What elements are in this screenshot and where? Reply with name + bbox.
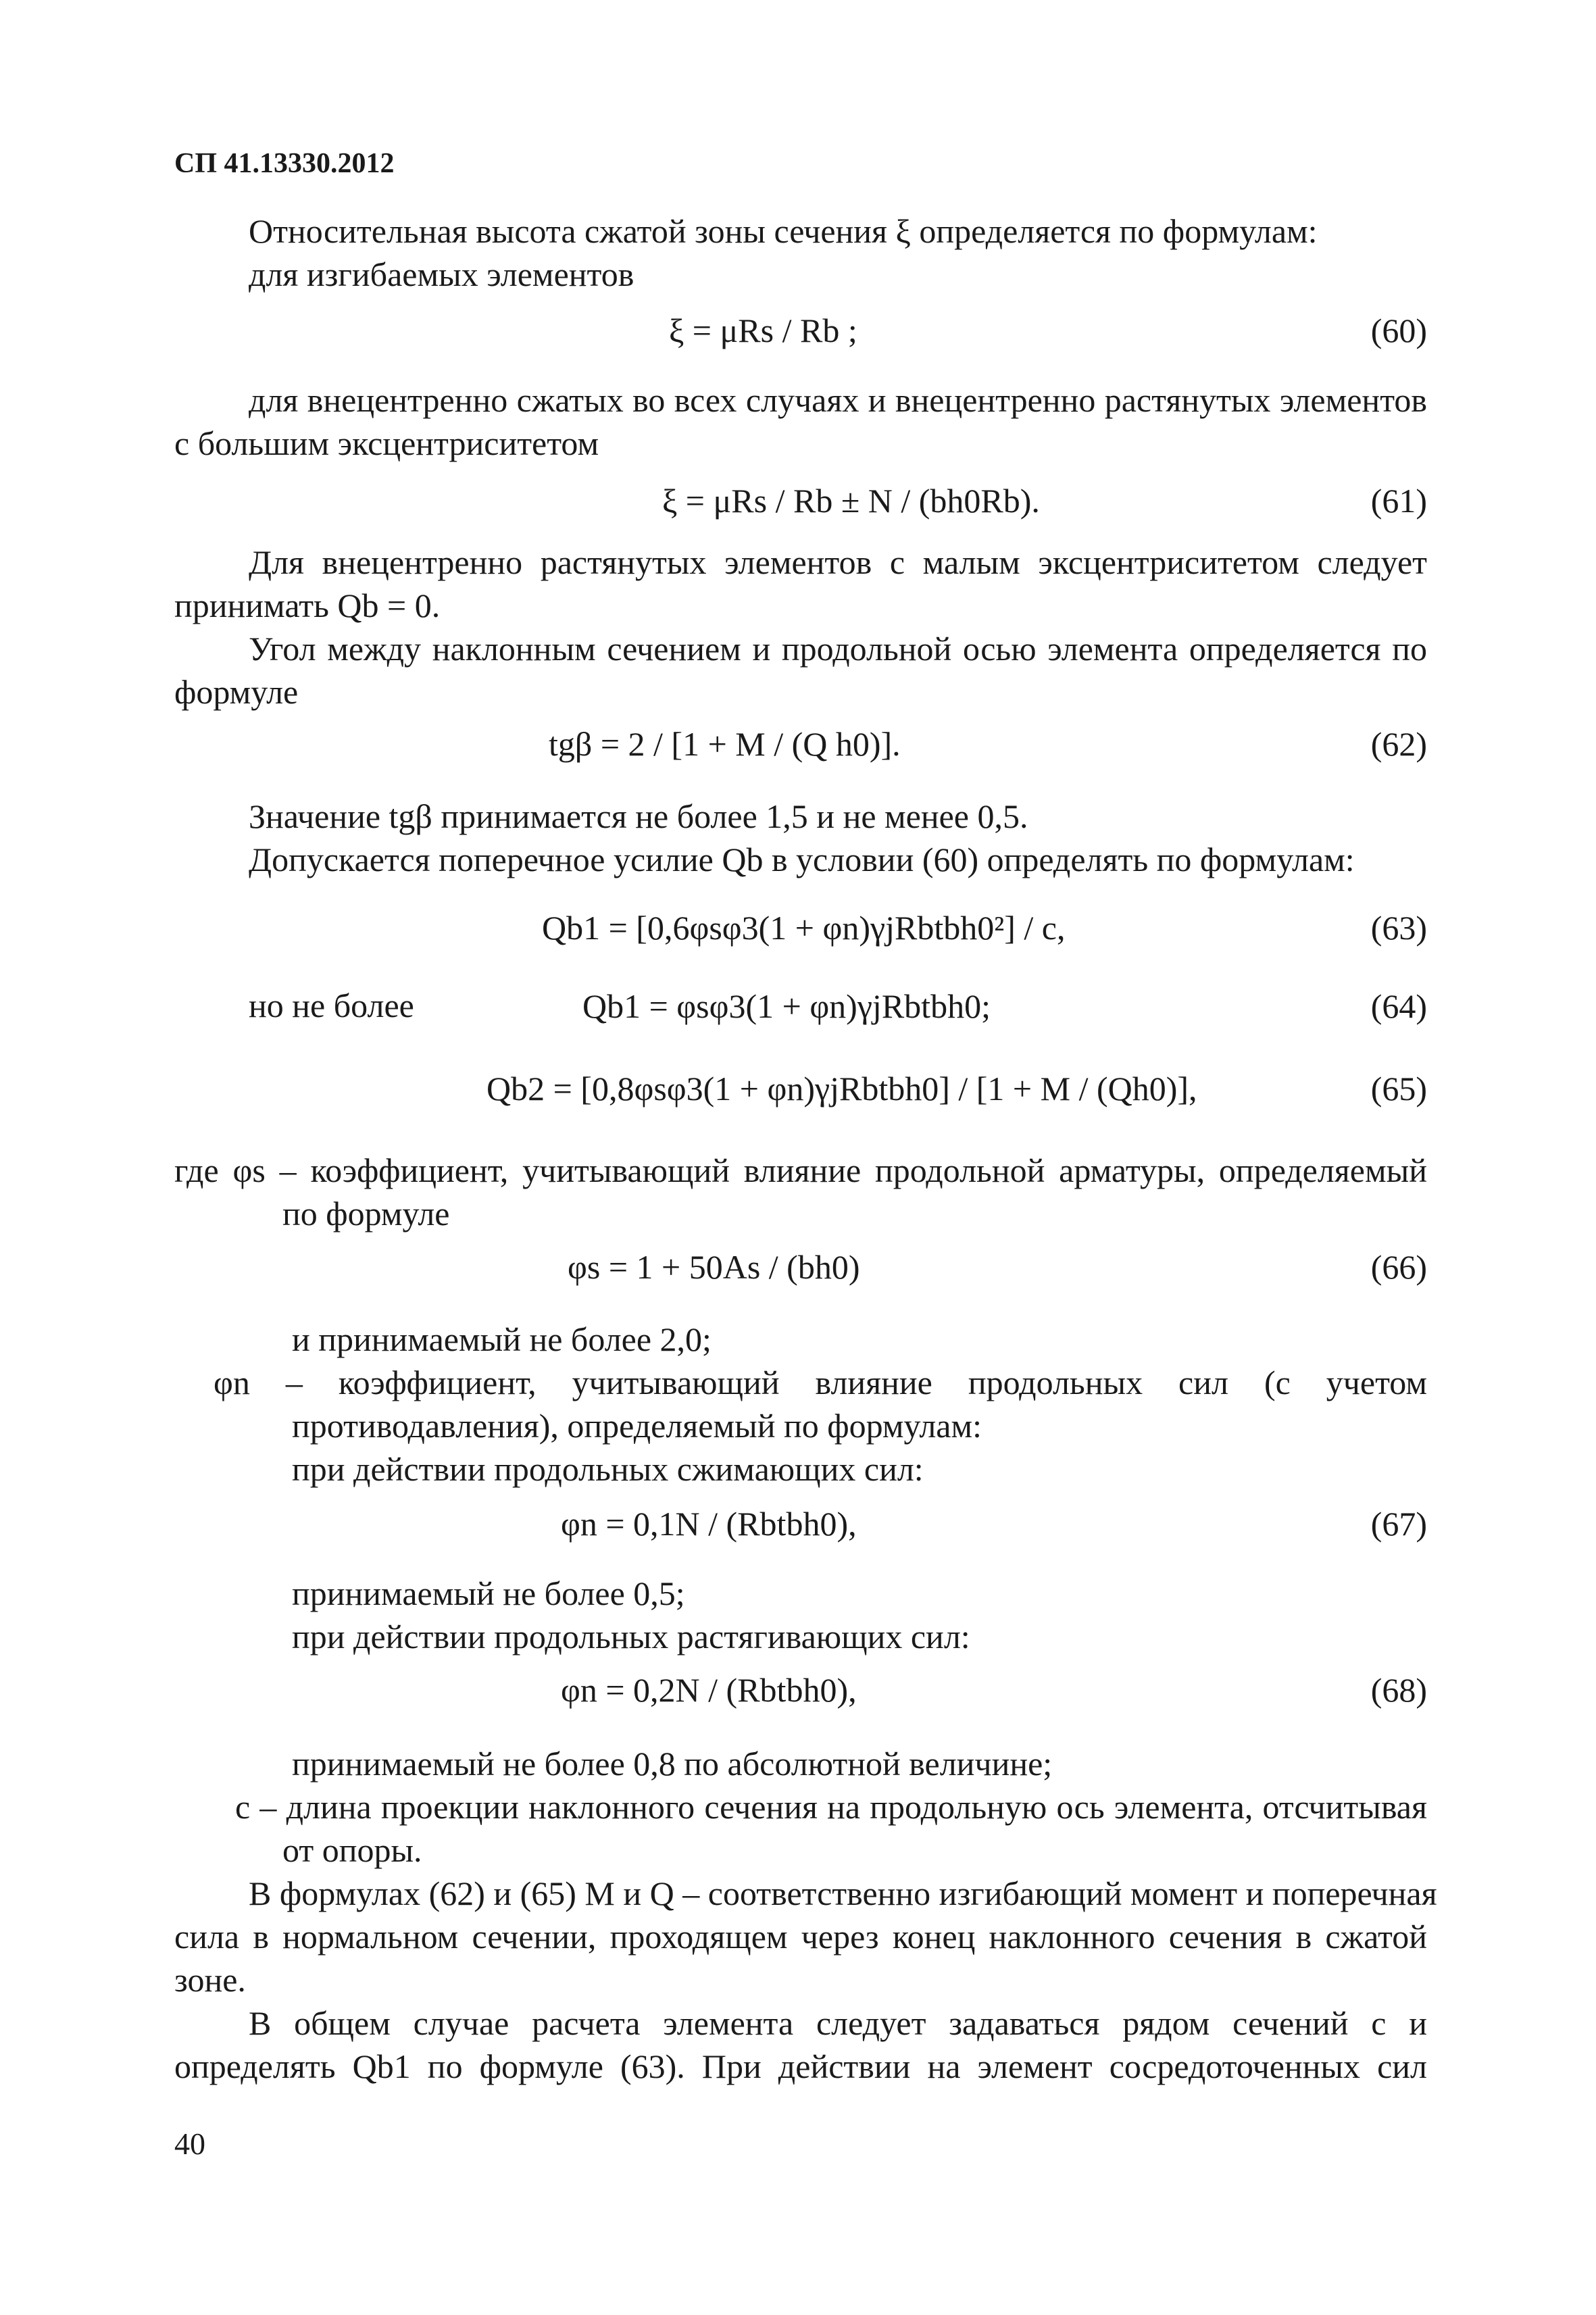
formula-number-63: (63) (1370, 909, 1427, 947)
paragraph-tensile-forces: при действии продольных растягивающих сил: (292, 1618, 970, 1656)
paragraph-general-case-line1: В общем случае расчета элемента следует задаваться рядом сечений с и (249, 2004, 1427, 2042)
paragraph-small-eccentricity-line1: Для внецентренно растянутых элементов с малым эксцентриситетом следует (249, 543, 1427, 581)
formula-62: tgβ = 2 / [1 + M / (Q h0)]. (549, 725, 901, 763)
paragraph-phi-n-limit-compression: принимаемый не более 0,5; (292, 1574, 685, 1612)
formula-66: φs = 1 + 50As / (bh0) (568, 1248, 860, 1286)
formula-67: φn = 0,1N / (Rbtbh0), (561, 1505, 857, 1543)
formula-64-lead: но не более (249, 987, 414, 1024)
paragraph-compressive-forces: при действии продольных сжимающих сил: (292, 1450, 924, 1488)
paragraph-general-case-line2: определять Qb1 по формуле (63). При действии на элемент сосредоточенных сил (174, 2047, 1427, 2085)
formula-number-64: (64) (1370, 987, 1427, 1025)
formula-65: Qb2 = [0,8φsφ3(1 + φn)γjRbtbh0] / [1 + M / (Qh0)], (487, 1070, 1197, 1107)
formula-number-62: (62) (1370, 725, 1427, 763)
paragraph-angle-line2: формуле (174, 673, 299, 711)
paragraph-tg-beta-limits: Значение tgβ принимается не более 1,5 и не менее 0,5. (249, 797, 1028, 835)
formula-63: Qb1 = [0,6φsφ3(1 + φn)γjRbtbh0²] / c, (542, 909, 1066, 947)
paragraph-eccentric-compressed-line1: для внецентренно сжатых во всех случаях и внецентренно растянутых элементов (249, 381, 1427, 419)
definition-phi-s-line2: по формуле (282, 1195, 450, 1233)
document-code-header: СП 41.13330.2012 (174, 148, 395, 179)
paragraph-m-q-line2: сила в нормальном сечении, проходящем через конец наклонного сечения в сжатой (174, 1918, 1427, 1956)
paragraph-m-q-line1: В формулах (62) и (65) M и Q – соответственно изгибающий момент и поперечная (249, 1874, 1437, 1912)
paragraph-phi-s-limit: и принимаемый не более 2,0; (292, 1320, 712, 1358)
formula-number-67: (67) (1370, 1505, 1427, 1543)
paragraph-angle-line1: Угол между наклонным сечением и продольной осью элемента определяется по (249, 630, 1427, 668)
definition-c-line2: от опоры. (282, 1831, 422, 1869)
formula-60: ξ = μRs / Rb ; (669, 312, 857, 349)
paragraph-xi-intro: Относительная высота сжатой зоны сечения ξ определяется по формулам: (249, 212, 1318, 250)
definition-phi-n-line1: φn – коэффициент, учитывающий влияние продольных сил (с учетом (214, 1364, 1427, 1401)
formula-64: Qb1 = φsφ3(1 + φn)γjRbtbh0; (582, 987, 991, 1025)
formula-number-66: (66) (1370, 1248, 1427, 1286)
formula-number-60: (60) (1370, 312, 1427, 349)
formula-61: ξ = μRs / Rb ± N / (bh0Rb). (662, 482, 1040, 520)
formula-number-61: (61) (1370, 482, 1427, 520)
paragraph-bending-elements: для изгибаемых элементов (249, 255, 634, 293)
formula-number-65: (65) (1370, 1070, 1427, 1107)
formula-number-68: (68) (1370, 1671, 1427, 1709)
page-number: 40 (174, 2126, 205, 2161)
paragraph-small-eccentricity-line2: принимать Qb = 0. (174, 587, 441, 624)
definition-phi-n-line2: противодавления), определяемый по формулам: (292, 1407, 982, 1445)
paragraph-qb-allowed: Допускается поперечное усилие Qb в условии (60) определять по формулам: (249, 841, 1355, 878)
definition-phi-s-line1: где φs – коэффициент, учитывающий влияние продольной арматуры, определяемый (174, 1151, 1427, 1189)
formula-68: φn = 0,2N / (Rbtbh0), (561, 1671, 857, 1709)
definition-c-line1: с – длина проекции наклонного сечения на продольную ось элемента, отсчитывая (235, 1788, 1427, 1826)
paragraph-m-q-line3: зоне. (174, 1961, 246, 1999)
paragraph-phi-n-limit-tension: принимаемый не более 0,8 по абсолютной величине; (292, 1745, 1053, 1783)
paragraph-eccentric-compressed-line2: с большим эксцентриситетом (174, 424, 599, 462)
